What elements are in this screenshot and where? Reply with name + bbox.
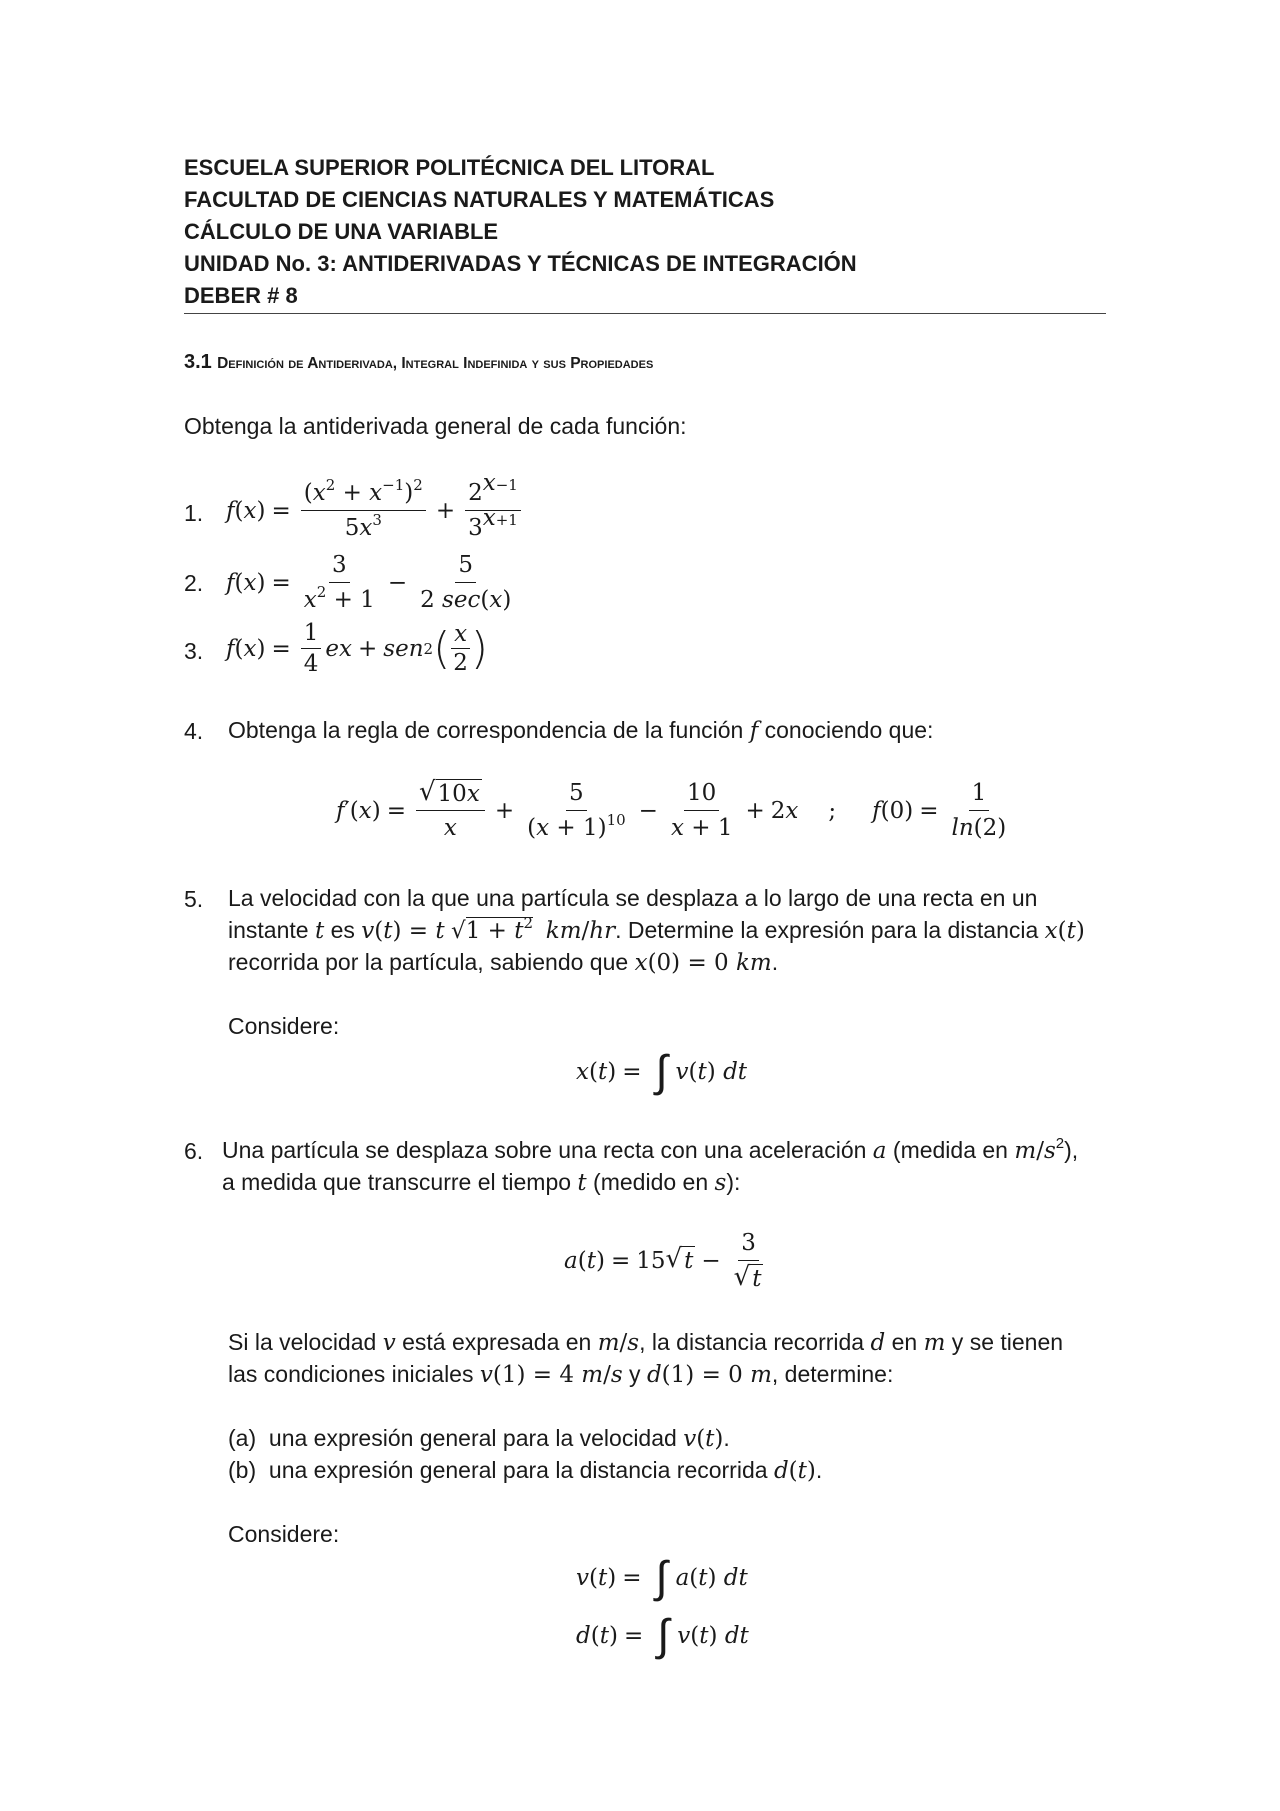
header-course: CÁLCULO DE UNA VARIABLE [184,219,499,244]
problem-6-line-3: Si la velocidad v está expresada en m/s, la distancia recorrida d en m y se tienen [228,1329,1064,1356]
header-divider [184,313,1106,314]
section-number: 3.1 [184,351,212,373]
header-faculty: FACULTAD DE CIENCIAS NATURALES Y MATEMÁTICAS [184,187,775,212]
problem-6-line-2: a medida que transcurre el tiempo t (medido en s): [222,1169,741,1196]
problem-4-equation: f ′( x ) = √ 10x x + $\frac{5}{(x + 1)^{10}}$ − $\frac{10}{x + 1}$ + 2 x ; f (0) = $\frac{1}{\ln(2)}$ [336,777,1007,841]
problem-6-item-b: (b) una expresión general para la distancia recorrida d(t). [228,1457,823,1484]
problem-6-velocity-integral: v ( t ) = ∫ a ( t ) dt [576,1552,748,1603]
problem-6-distance-integral: d ( t ) = ∫ v ( t ) dt [576,1610,749,1661]
problem-5-line-2: instante t es v(t) = t $√1 + t^2$ km/hr. Determine la expresión para la distancia x(t) [228,914,1085,944]
problem-5-integral: x ( t ) = ∫ v ( t ) dt [576,1046,748,1097]
header-institution: ESCUELA SUPERIOR POLITÉCNICA DEL LITORAL [184,155,715,180]
problem-5-considere: Considere: [228,1013,340,1039]
problem-3-equation: f ( x ) = $\frac{1}{4}$ e x + sen 2 ( $\frac{x}{2}$ ) [226,620,489,677]
header-assignment: DEBER # 8 [184,283,298,308]
problem-6-item-a: (a) una expresión general para la velocidad v(t). [228,1425,730,1452]
section-title: Definición de Antiderivada, Integral Indefinida y sus Propiedades [217,355,654,372]
problem-1-equation: f ( x ) = $\frac{(x^2 + x^{-1})^2}{5x^3}$ + $\frac{2^{x-1}}{3^{x+1}}$ [226,478,525,543]
problem-6-number: 6. [184,1138,204,1164]
problem-6-considere: Considere: [228,1521,340,1547]
problem-3-number: 3. [184,638,204,664]
problem-5-line-1: La velocidad con la que una partícula se desplaza a lo largo de una recta en un [228,885,1038,911]
problem-6-line-4: las condiciones iniciales v(1) = 4 m/s y d(1) = 0 m, determine: [228,1361,894,1388]
document-page [184,0,1106,1811]
problem-5-line-3: recorrida por la partícula, sabiendo que x(0) = 0 km. [228,949,779,976]
problem-2-number: 2. [184,570,204,596]
problem-6-acceleration: a ( t ) = 15 √ t − 3 √ t [564,1230,762,1292]
problem-1-number: 1. [184,500,204,526]
document-header [184,152,857,312]
intro-text: Obtenga la antiderivada general de cada función: [184,413,687,439]
problem-4-text: Obtenga la regla de correspondencia de la función f conociendo que: [228,717,934,744]
section-heading [184,351,653,374]
problem-5-number: 5. [184,886,204,912]
problem-4-number: 4. [184,718,204,744]
problem-6-line-1: Una partícula se desplaza sobre una recta con una aceleración a (medida en $m/s^2$), [222,1135,1079,1164]
header-unit: UNIDAD No. 3: ANTIDERIVADAS Y TÉCNICAS DE INTEGRACIÓN [184,251,857,276]
problem-2-equation: f ( x ) = $\frac{3}{x^2 + 1}$ − $\frac{5}{2 \sec(x)}$ [226,552,512,613]
